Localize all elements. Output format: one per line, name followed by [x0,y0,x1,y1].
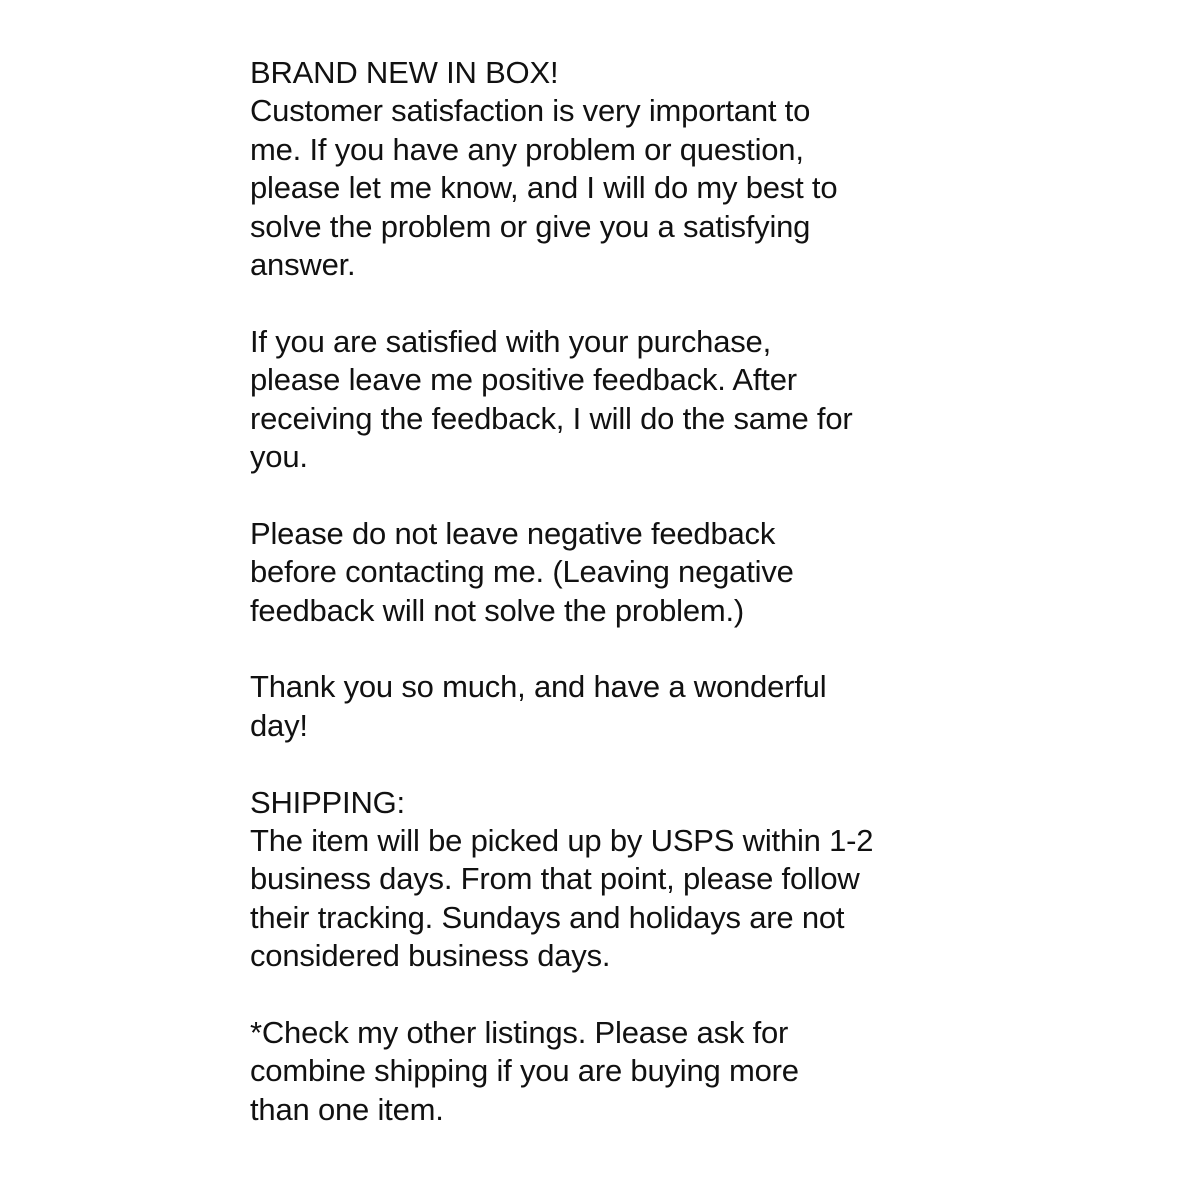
thanks-line: day! [250,707,308,743]
intro-line: me. If you have any problem or question, [250,131,804,167]
intro-heading: BRAND NEW IN BOX! [250,55,559,90]
shipping-heading: SHIPPING: [250,784,405,820]
listings-paragraph [250,1014,970,1129]
shipping-line: considered business days. [250,938,611,974]
thanks-line: Thank you so much, and have a wonderful [250,669,827,705]
intro-line: please let me know, and I will do my best to [250,170,838,206]
thanks-paragraph [250,668,970,745]
negative-feedback-paragraph [250,515,970,630]
feedback-line: receiving the feedback, I will do the same for [250,400,853,436]
listings-line: than one item. [250,1091,444,1127]
shipping-line: their tracking. Sundays and holidays are not [250,899,845,935]
feedback-line: you. [250,439,308,475]
shipping-line: business days. From that point, please follow [250,861,860,897]
intro-line: solve the problem or give you a satisfying [250,208,811,244]
intro-line: Customer satisfaction is very important to [250,93,811,129]
shipping-paragraph [250,784,970,976]
feedback-line: please leave me positive feedback. After [250,362,797,398]
negative-line: feedback will not solve the problem.) [250,592,745,628]
listings-line: *Check my other listings. Please ask for [250,1015,789,1051]
negative-line: Please do not leave negative feedback [250,515,776,551]
feedback-paragraph [250,323,970,477]
negative-line: before contacting me. (Leaving negative [250,554,794,590]
intro-line: answer. [250,247,356,283]
listings-line: combine shipping if you are buying more [250,1053,799,1089]
feedback-line: If you are satisfied with your purchase, [250,323,771,359]
listing-description [250,54,970,1129]
shipping-line: The item will be picked up by USPS within 1-2 [250,823,874,859]
intro-paragraph [250,54,970,284]
